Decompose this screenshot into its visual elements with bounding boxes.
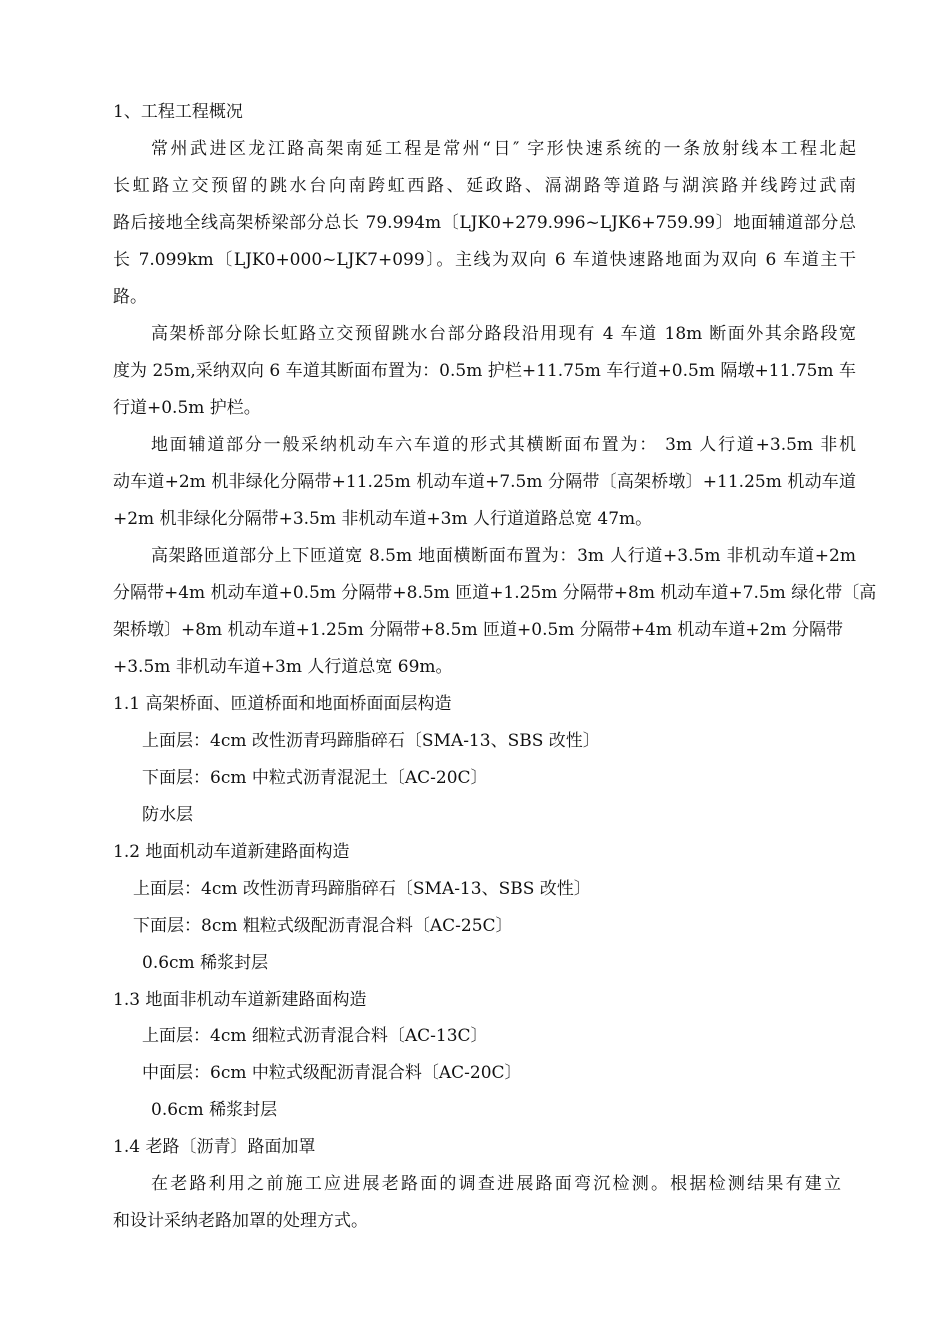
section-1-2-item-2: 下面层：8cm 粗粒式级配沥青混合料〔AC-25C〕 [133, 916, 513, 936]
section-1-4-paragraph-line-1: 在老路利用之前施工应进展老路面的调查进展路面弯沉检测。根据检测结果有建立 [151, 1174, 841, 1194]
section-1-2-item-1: 上面层：4cm 改性沥青玛蹄脂碎石〔SMA-13、SBS 改性〕 [133, 879, 591, 899]
section-heading-1: 1、工程工程概况 [113, 102, 243, 122]
paragraph-4-line-1: 高架路匝道部分上下匝道宽 8.5m 地面横断面布置为：3m 人行道+3.5m 非机动车道+2m [151, 546, 856, 566]
paragraph-3-line-2: 动车道+2m 机非绿化分隔带+11.25m 机动车道+7.5m 分隔带〔高架桥墩〕+11.25m 机动车道 [113, 472, 856, 492]
paragraph-4-line-3: 架桥墩〕+8m 机动车道+1.25m 分隔带+8.5m 匝道+0.5m 分隔带+4m 机动车道+2m 分隔带 [113, 620, 843, 640]
section-1-3-title: 1.3 地面非机动车道新建路面构造 [113, 990, 367, 1010]
section-1-1-title: 1.1 高架桥面、匝道桥面和地面桥面面层构造 [113, 694, 452, 714]
section-1-2-item-3: 0.6cm 稀浆封层 [142, 953, 269, 973]
section-1-3-item-1: 上面层：4cm 细粒式沥青混合料〔AC-13C〕 [142, 1026, 488, 1046]
paragraph-3-line-1: 地面辅道部分一般采纳机动车六车道的形式其横断面布置为： 3m 人行道+3.5m 非机 [151, 435, 856, 455]
paragraph-2-line-1: 高架桥部分除长虹路立交预留跳水台部分路段沿用现有 4 车道 18m 断面外其余路段宽 [151, 324, 856, 344]
paragraph-4-line-4: +3.5m 非机动车道+3m 人行道总宽 69m。 [113, 657, 453, 677]
section-1-3-item-2: 中面层：6cm 中粒式级配沥青混合料〔AC-20C〕 [142, 1063, 522, 1083]
paragraph-2-line-2: 度为 25m,采纳双向 6 车道其断面布置为：0.5m 护栏+11.75m 车行道+0.5m 隔墩+11.75m 车 [113, 361, 856, 381]
paragraph-3-line-3: +2m 机非绿化分隔带+3.5m 非机动车道+3m 人行道道路总宽 47m。 [113, 509, 653, 529]
paragraph-1-line-5: 路。 [113, 287, 147, 307]
paragraph-2-line-3: 行道+0.5m 护栏。 [113, 398, 261, 418]
paragraph-1-line-3: 路后接地全线高架桥梁部分总长 79.994m〔LJK0+279.996~LJK6+759.99〕地面辅道部分总 [113, 213, 856, 233]
section-1-3-item-3: 0.6cm 稀浆封层 [151, 1100, 278, 1120]
section-1-4-title: 1.4 老路〔沥青〕路面加罩 [113, 1137, 316, 1157]
section-1-1-item-3: 防水层 [142, 805, 193, 825]
section-1-1-item-1: 上面层：4cm 改性沥青玛蹄脂碎石〔SMA-13、SBS 改性〕 [142, 731, 600, 751]
section-1-2-title: 1.2 地面机动车道新建路面构造 [113, 842, 350, 862]
paragraph-1-line-1: 常州武进区龙江路高架南延工程是常州“日″ 字形快速系统的一条放射线本工程北起 [151, 139, 856, 159]
paragraph-1-line-4: 长 7.099km〔LJK0+000~LJK7+099〕。主线为双向 6 车道快速路地面为双向 6 车道主干 [113, 250, 856, 270]
paragraph-4-line-2: 分隔带+4m 机动车道+0.5m 分隔带+8.5m 匝道+1.25m 分隔带+8m 机动车道+7.5m 绿化带〔高 [113, 583, 877, 603]
section-1-4-paragraph-line-2: 和设计采纳老路加罩的处理方式。 [113, 1211, 368, 1231]
paragraph-1-line-2: 长虹路立交预留的跳水台向南跨虹西路、延政路、滆湖路等道路与湖滨路并线跨过武南 [113, 176, 856, 196]
section-1-1-item-2: 下面层：6cm 中粒式沥青混泥土〔AC-20C〕 [142, 768, 488, 788]
